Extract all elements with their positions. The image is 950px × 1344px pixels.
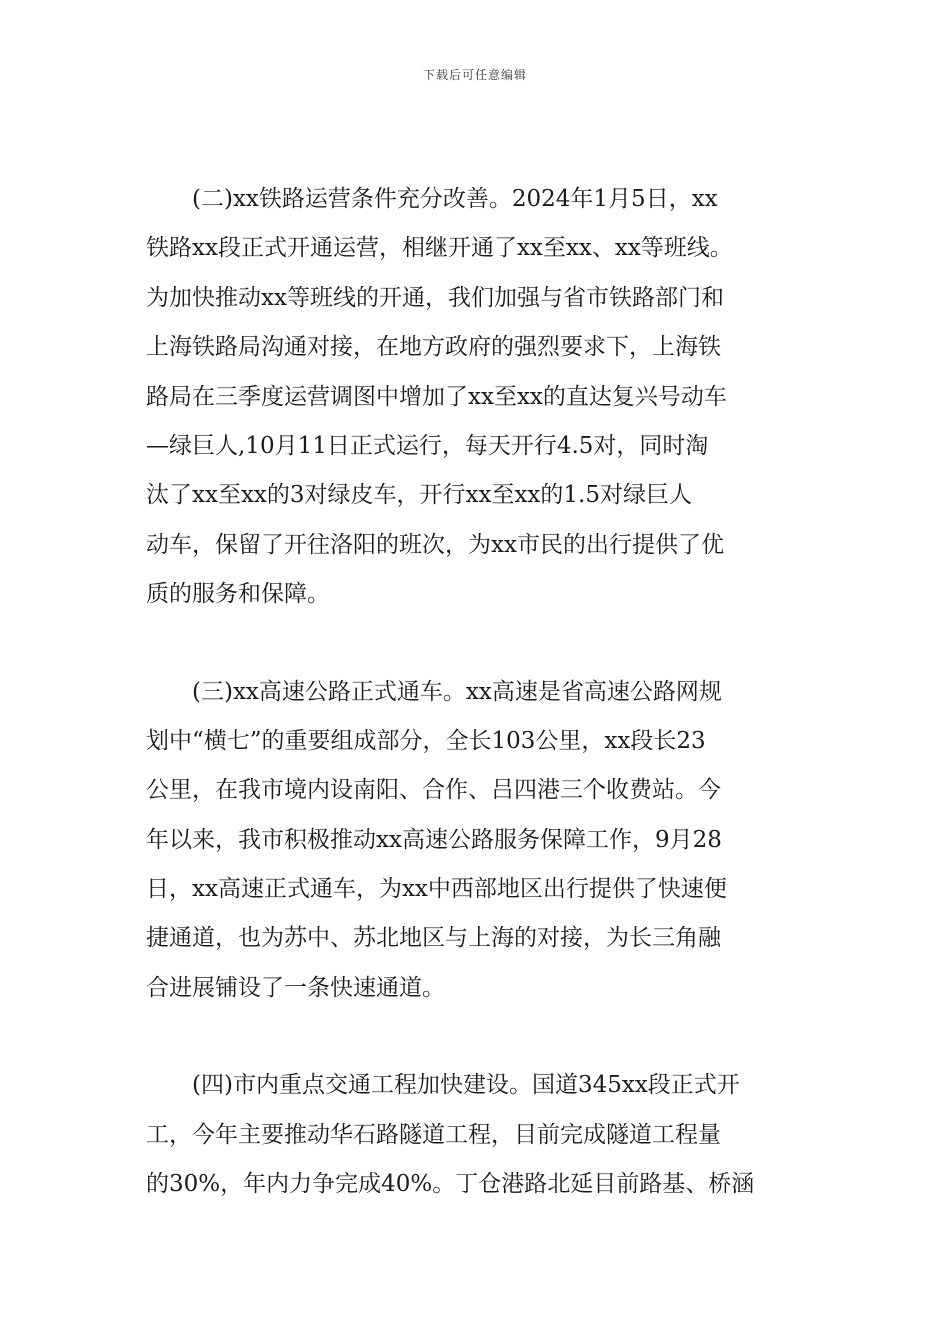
text-line: (四)市内重点交通工程加快建设。国道345xx段正式开	[192, 1072, 740, 1099]
text-line: —绿巨人,10月11日正式运行，每天开行4.5对，同时淘	[146, 432, 709, 459]
text-line: (二)xx铁路运营条件充分改善。2024年1月5日，xx	[192, 186, 718, 212]
text-line: 汰了xx至xx的3对绿皮车，开行xx至xx的1.5对绿巨人	[146, 482, 692, 509]
paragraph-expressway	[146, 668, 808, 1014]
text-line: 的30%，年内力争完成40%。丁仓港路北延目前路基、桥涵	[146, 1171, 755, 1198]
paragraph-spacer	[146, 1013, 808, 1061]
text-line: (三)xx高速公路正式通车。xx高速是省高速公路网规	[192, 678, 722, 705]
paragraph-railway	[146, 175, 808, 620]
text-line: 动车，保留了开往洛阳的班次，为xx市民的出行提供了优	[146, 531, 724, 558]
text-line: 上海铁路局沟通对接，在地方政府的强烈要求下，上海铁	[146, 334, 721, 361]
text-line: 路局在三季度运营调图中增加了xx至xx的直达复兴号动车	[146, 383, 727, 410]
text-line: 铁路xx段正式开通运营，相继开通了xx至xx、xx等班线。	[146, 235, 733, 262]
paragraph-city-projects	[146, 1061, 808, 1209]
text-line: 工，今年主要推动华石路隧道工程，目前完成隧道工程量	[146, 1121, 721, 1148]
text-line: 捷通道，也为苏中、苏北地区与上海的对接，为长三角融	[146, 925, 721, 952]
text-line: 日，xx高速正式通车，为xx中西部地区出行提供了快速便	[146, 876, 727, 903]
text-line: 年以来，我市积极推动xx高速公路服务保障工作，9月28	[146, 826, 722, 853]
text-line: 合进展铺设了一条快速通道。	[146, 974, 445, 1001]
page-header-note: 下载后可任意编辑	[422, 68, 527, 82]
paragraph-spacer	[146, 620, 808, 668]
text-line: 为加快推动xx等班线的开通，我们加强与省市铁路部门和	[146, 284, 724, 311]
text-line: 划中“横七”的重要组成部分，全长103公里，xx段长23	[146, 727, 706, 754]
document-body	[146, 175, 808, 1209]
text-line: 质的服务和保障。	[146, 581, 330, 608]
text-line: 公里，在我市境内设南阳、合作、吕四港三个收费站。今	[146, 777, 721, 804]
